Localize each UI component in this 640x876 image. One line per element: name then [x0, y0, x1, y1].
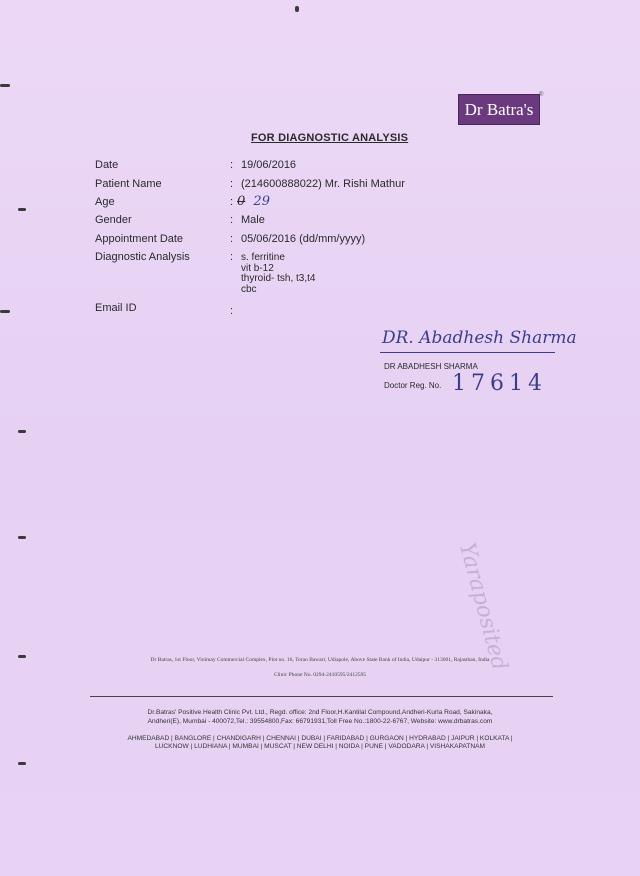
field-value: 19/06/2016: [241, 159, 297, 171]
field-label: Email ID: [95, 302, 137, 314]
scan-artifact: [18, 536, 26, 539]
faded-stamp: Yaraposited: [453, 540, 512, 674]
diagnostic-item: vit b-12: [241, 262, 274, 274]
field-value: 05/06/2016 (dd/mm/yyyy): [241, 233, 366, 245]
field-colon: :: [230, 178, 234, 190]
field-colon: :: [230, 233, 234, 245]
field-value: (214600888022) Mr. Rishi Mathur: [241, 178, 405, 190]
document-title: FOR DIAGNOSTIC ANALYSIS: [251, 132, 409, 144]
registered-mark: ®: [539, 92, 544, 98]
field-value: Male: [241, 214, 265, 226]
field-colon: :: [230, 251, 234, 263]
field-label: Gender: [95, 214, 132, 226]
footer-registered-office: Dr.Batras' Positive Health Clinic Pvt. Ltd., Regd. office: 2nd Floor,H.Kantilal Compound,Andheri-Kurla Road, Sakinaka,: [147, 709, 493, 716]
clinic-phone: Clinic Phone No. 0294-2410595/2412595: [273, 672, 367, 678]
field-label: Patient Name: [95, 178, 162, 190]
field-label: Date: [95, 159, 119, 171]
diagnostic-list: [241, 253, 315, 295]
footer-cities: LUCKNOW | LUDHIANA | MUMBAI | MUSCAT | NEW DELHI | NOIDA | PUNE | VADODARA | VISHAKAPATNAM: [154, 743, 485, 750]
footer-divider: [90, 696, 553, 697]
field-colon: :: [230, 196, 234, 208]
struck-value: 0: [237, 194, 246, 209]
doctor-reg-label: Doctor Reg. No.: [384, 381, 442, 390]
field-colon: :: [230, 159, 234, 171]
field-label: Diagnostic Analysis: [95, 251, 190, 263]
scan-artifact: [0, 310, 10, 313]
age-handwritten: 29: [253, 194, 270, 209]
field-value: [237, 194, 270, 209]
doctor-reg-number: 17614: [452, 371, 547, 396]
doctor-name: DR ABADHESH SHARMA: [384, 362, 478, 371]
logo-text: Dr Batra's: [464, 99, 534, 119]
diagnostic-item: cbc: [241, 283, 257, 295]
field-label: Age: [95, 196, 115, 208]
diagnostic-item: s. ferritine: [241, 252, 285, 263]
signature-underline: [380, 352, 555, 353]
scan-artifact: [18, 762, 26, 765]
footer-cities: AHMEDABAD | BANGLORE | CHANDIGARH | CHENNAI | DUBAI | FARIDABAD | GURGAON | HYDRABAD | JAIPUR | KOLKATA |: [127, 735, 513, 742]
doctor-signature: DR. Abadhesh Sharma: [382, 328, 577, 348]
footer-contact: Andheri(E), Mumbai - 400072,Tel.: 39554800,Fax: 66791931,Toll Free No.:1800-22-6767, Website: www.drbatras.com: [147, 718, 493, 725]
clinic-address: Dr Batras, 1st Floor, Vinimay Commercial Complex, Plot no. 16, Toran Bawari, Udiapole, Above State Bank of India, Udaipur - 313001, Rajasthan, India: [150, 657, 490, 663]
scan-artifact: [18, 208, 26, 211]
diagnostic-item: thyroid- tsh, t3,t4: [241, 273, 316, 284]
scan-artifact: [18, 430, 26, 433]
field-label: Appointment Date: [95, 233, 184, 245]
dr-batras-logo: [458, 94, 540, 125]
field-colon: :: [230, 214, 234, 226]
field-colon: :: [230, 305, 234, 317]
scan-artifact: [0, 84, 10, 87]
scan-artifact: [295, 6, 299, 12]
